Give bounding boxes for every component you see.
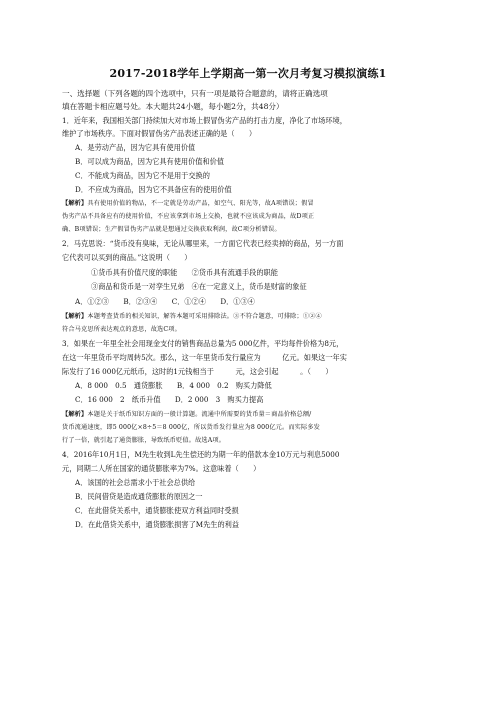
q4-stem: 4．2016年10月1日，M先生收到L先生偿还的为期一年的借款本金10万元与利息5000 bbox=[62, 450, 340, 459]
q2-stem: 2．马克思说：“货币没有臭味，无论从哪里来，一方面它代表已经卖掉的商品，另一方面 bbox=[62, 239, 344, 248]
q3-options-cd: C．16 000 2 纸币升值 D．2 000 3 购买力提高 bbox=[75, 395, 264, 404]
q1-stem: 1．近年来，我国相关部门持续加大对市场上假冒伪劣产品的打击力度，净化了市场环境， bbox=[62, 116, 347, 125]
q4-option-a: A．该国的社会总需求小于社会总供给 bbox=[75, 478, 196, 487]
q4-stem-cont: 元，同期二人所在国家的通货膨胀率为7%。这意味着（ ） bbox=[62, 464, 261, 473]
q3-stem-cont2: 际发行了16 000亿元纸币，这时的1元钱相当于 元，这会引起 。（ ） bbox=[62, 367, 333, 376]
q3-stem: 3．如果在一年里全社会用现金支付的销售商品总量为5 000亿件，平均每件价格为8元， bbox=[62, 339, 344, 348]
q1-explanation bbox=[62, 199, 448, 208]
q3-explanation-text: 本题是关于纸币知识方面的一般计算题。流通中所需要的货币量＝商品价格总额/ bbox=[87, 411, 312, 418]
q2-choices: A．①②③ B．②③④ C．①②④ D．①③④ bbox=[75, 297, 255, 306]
q2-statements-1: ①货币具有价值尺度的职能 ②货币具有流通手段的职能 bbox=[91, 268, 278, 277]
section-heading: 一、选择题（下列各题的四个选项中，只有一项是最符合题意的，请将正确选项 bbox=[62, 89, 328, 98]
q2-explanation-tag: 【解析】 bbox=[62, 313, 88, 320]
q1-stem-cont: 维护了市场秩序。下面对假冒伪劣产品表述正确的是（ ） bbox=[62, 129, 257, 138]
page-title: 2017-2018学年上学期高一第一次月考复习模拟演练1 bbox=[109, 67, 387, 80]
q3-options-ab: A．8 000 0.5 通货膨胀 B．4 000 0.2 购买力降低 bbox=[75, 381, 272, 390]
q2-explanation-text: 本题考查货币的相关知识，解答本题可采用排除法。③不符合题意，可排除；①②④ bbox=[87, 313, 322, 320]
q1-explanation-text: 具有使用价值的物品，不一定就是劳动产品，如空气、阳光等，故A项错误；假冒 bbox=[87, 200, 314, 207]
q4-option-b: B．民间借贷是造成通货膨胀的原因之一 bbox=[75, 492, 203, 501]
q4-option-d: D．在此借贷关系中，通货膨胀损害了M先生的利益 bbox=[75, 520, 240, 529]
q3-explanation-cont2: 行了一倍，就引起了通货膨胀，导致纸币贬值。故选A项。 bbox=[62, 437, 226, 444]
q2-explanation-cont: 符合马克思所表达观点的意思，故选C项。 bbox=[62, 326, 181, 333]
q3-explanation-cont: 货币流通速度，即5 000亿×8÷5＝8 000亿，所以货币发行量应为8 000亿元。而实际多发 bbox=[62, 424, 321, 431]
q3-explanation-tag: 【解析】 bbox=[62, 411, 88, 418]
section-heading-cont: 填在答题卡相应题号处。本大题共24小题，每小题2分，共48分） bbox=[62, 102, 284, 111]
q2-stem-cont: 它代表可以买到的商品。”这说明（ ） bbox=[62, 253, 192, 262]
q1-explanation-cont2: 确、B项错误；生产假冒伪劣产品就是想通过交换获取利润，故C项分析错误。 bbox=[62, 226, 281, 233]
q1-option-c: C．不能成为商品，因为它不是用于交换的 bbox=[75, 171, 210, 180]
q3-explanation bbox=[62, 410, 448, 419]
q4-option-c: C．在此借贷关系中，通货膨胀使双方利益同时受损 bbox=[75, 506, 239, 515]
q3-stem-cont: 在这一年里货币平均周转5次。那么，这一年里货币发行量应为 亿元。如果这一年实 bbox=[62, 353, 347, 362]
q1-explanation-cont: 伪劣产品不具备应有的使用价值，不应该拿到市场上交换，也就不应该成为商品，故D项正 bbox=[62, 213, 315, 220]
q2-statements-2: ③商品和货币是一对孪生兄弟 ④在一定意义上，货币是财富的象征 bbox=[91, 282, 307, 291]
q1-option-a: A．是劳动产品，因为它具有使用价值 bbox=[75, 143, 196, 152]
q1-explanation-tag: 【解析】 bbox=[62, 200, 88, 207]
q2-explanation bbox=[62, 312, 448, 321]
q1-option-d: D．不应成为商品，因为它不具备应有的使用价值 bbox=[75, 185, 232, 194]
q1-option-b: B．可以成为商品，因为它具有使用价值和价值 bbox=[75, 157, 225, 166]
